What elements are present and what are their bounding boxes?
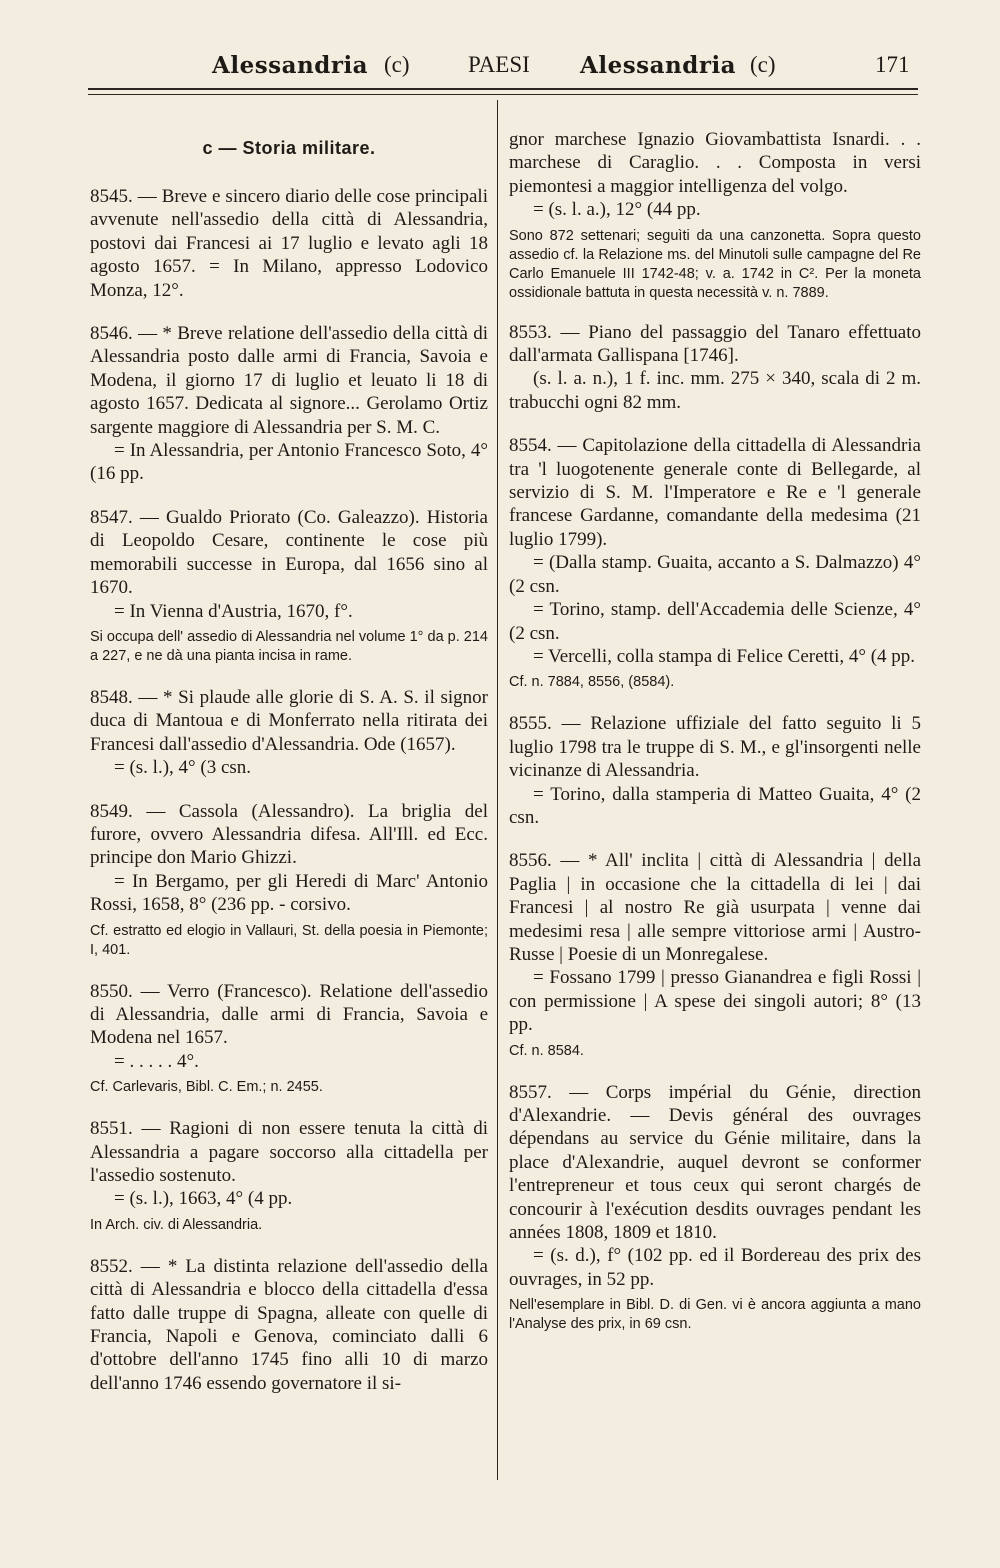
- running-header: [90, 52, 920, 92]
- column-divider: [497, 100, 498, 1480]
- entry-imprint: = (Dalla stamp. Guaita, accanto a S. Dalmazzo) 4° (2 csn.: [509, 552, 921, 597]
- entry-note: Sono 872 settenari; seguìti da una canzonetta. Sopra questo assedio cf. la Relazione ms. del Minutoli sulle campagne del Re Carlo Emanuele III 1742-48; v. a. 1742 in C². Per la moneta ossidionale battuta in questa necessità v. n. 7889.: [509, 227, 921, 301]
- bib-entry: [509, 321, 921, 415]
- right-entries: [509, 321, 921, 1335]
- entry-text: 8553. — Piano del passaggio del Tanaro effettuato dall'armata Gallispana [1746].: [509, 321, 921, 367]
- bib-entry: [90, 686, 488, 780]
- entry-text: 8546. — * Breve relatione dell'assedio della città di Alessandria posto dalle armi di Francia, Savoia e Modena, il giorno 17 di luglio et leuato li 18 di agosto 1657. Dedicata al signore... Gerolamo Ortiz sargente maggiore di Alessandria per S. M. C.: [90, 323, 488, 438]
- left-entries: [90, 185, 488, 1395]
- entry-imprint: = Fossano 1799 | presso Gianandrea e figli Rossi | con permissione | A spese dei singoli autori; 8° (13 pp.: [509, 967, 921, 1036]
- bib-entry: [90, 980, 488, 1098]
- entry-imprint: = In Vienna d'Austria, 1670, f°.: [114, 600, 353, 622]
- header-rule-thin: [88, 94, 918, 95]
- entry-note-text: Nell'esemplare in Bibl. D. di Gen. vi è ancora aggiunta a mano l'Analyse des prix, in 69 csn.: [509, 1297, 921, 1333]
- header-center: PAESI: [468, 52, 530, 77]
- left-column: [90, 128, 488, 1415]
- bib-entry: [509, 849, 921, 1060]
- bib-entry: [90, 185, 488, 302]
- entry-text: 8552. — * La distinta relazione dell'assedio della città di Alessandria e blocco della cittadella d'essa fatto dalle truppe di Spagna, alleate con quelle di Francia, Napoli e Genova, cominciato dalli 6 d'ottobre dell'anno 1745 fino alli 10 di marzo dell'anno 1746 essendo governatore il si-: [90, 1255, 488, 1394]
- header-left-section: (c): [384, 52, 410, 77]
- page-number: 171: [875, 52, 910, 77]
- entry-text: 8555. — Relazione uffiziale del fatto seguito li 5 luglio 1798 tra le truppe di S. M., e gl'insorgenti nelle vicinanze di Alessandria.: [509, 713, 921, 782]
- bib-entry: [90, 1255, 488, 1395]
- entry-note-text: Cf. Carlevaris, Bibl. C. Em.; n. 2455.: [90, 1079, 323, 1096]
- entry-text: 8556. — * All' inclita | città di Alessandria | della Paglia | in occasione che la cittadella di lei | dai Francesi | al nostro Re già usurpata | venne dai medesimi resa | alle sempre vittoriose armi | Austro-Russe | Poesie di un Monregalese.: [509, 850, 921, 965]
- entry-imprint: = (s. d.), f° (102 pp. ed il Bordereau des prix des ouvrages, in 52 pp.: [509, 1245, 921, 1290]
- entry-text: 8548. — * Si plaude alle glorie di S. A. S. il signor duca di Mantoua e di Monferrato nella ritirata dei Francesi dall'assedio d'Alessandria. Ode (1657).: [90, 686, 488, 755]
- entry-imprint: = (s. l.), 4° (3 csn.: [114, 757, 252, 779]
- entry-text: 8550. — Verro (Francesco). Relatione dell'assedio di Alessandria, dalle armi di Francia, Savoia e Modena nel 1657.: [90, 980, 488, 1049]
- bib-entry: [90, 506, 488, 666]
- entry-text: 8545. — Breve e sincero diario delle cose principali avvenute nell'assedio della città di Alessandria, postovi dai Francesi ai 17 luglio e levato agli 18 agosto 1657. = In Milano, appresso Lodovico Monza, 12°.: [90, 186, 488, 301]
- entry-text: 8557. — Corps impérial du Génie, direction d'Alexandrie. — Devis général des ouvrages dépendans au service du Génie militaire, dans la place d'Alexandrie, auquel devront se conformer l'entrepreneur et tous ceux qui seront chargés de concourir à l'exécution desdits ouvrages pendant les années 1808, 1809 et 1810.: [509, 1081, 921, 1244]
- entry-note: [90, 1216, 488, 1235]
- entry-note: [509, 1042, 921, 1061]
- bib-entry: [509, 1081, 921, 1335]
- entry-imprint: = . . . . . 4°.: [114, 1050, 199, 1072]
- header-left-place: Alessandria: [212, 52, 369, 79]
- entry-text: 8554. — Capitolazione della cittadella di Alessandria tra 'l luogotenente generale conte di Bellegarde, al servizio di S. M. l'Imperatore e Re e 'l generale francese Gardanne, comandante della medesima (21 luglio 1799).: [509, 435, 921, 550]
- entry-imprint: = (s. l. a.), 12° (44 pp.: [533, 199, 701, 221]
- entry-note-text: Cf. n. 8584.: [509, 1042, 584, 1059]
- bib-entry: [90, 322, 488, 486]
- entry-text: 8551. — Ragioni di non essere tenuta la città di Alessandria a pagare soccorso alla cittadella per l'assedio sostenuto.: [90, 1118, 488, 1186]
- entry-imprint: = In Bergamo, per gli Heredi di Marc' Antonio Rossi, 1658, 8° (236 pp. - corsivo.: [90, 870, 488, 916]
- entry-note: [509, 673, 921, 692]
- entry-imprint: = (s. l.), 1663, 4° (4 pp.: [114, 1188, 293, 1210]
- bib-entry: [90, 800, 488, 960]
- entry-imprint: (s. l. a. n.), 1 f. inc. mm. 275 × 340, scala di 2 m. trabucchi ogni 82 mm.: [509, 368, 921, 413]
- entry-note-text: Cf. estratto ed elogio in Vallauri, St. della poesia in Piemonte; I, 401.: [90, 922, 488, 958]
- entry-note: [90, 922, 488, 960]
- bib-entry: [90, 1117, 488, 1235]
- section-title: c — Storia militare.: [202, 138, 376, 158]
- entry-imprint: = Torino, stamp. dell'Accademia delle Scienze, 4° (2 csn.: [509, 599, 921, 644]
- entry-note: [509, 1296, 921, 1334]
- entry-imprint: = In Alessandria, per Antonio Francesco Soto, 4° (16 pp.: [90, 440, 488, 485]
- header-rule-thick: [88, 88, 918, 90]
- right-column: [509, 128, 921, 1354]
- header-right-place: Alessandria: [580, 52, 737, 79]
- entry-imprint: = Vercelli, colla stampa di Felice Ceretti, 4° (4 pp.: [533, 645, 916, 667]
- bib-entry: [509, 434, 921, 692]
- entry-note-text: In Arch. civ. di Alessandria.: [90, 1216, 263, 1233]
- entry-text: 8549. — Cassola (Alessandro). La briglia del furore, ovvero Alessandria difesa. All'Ill. ed Ecc. principe don Mario Ghizzi.: [90, 800, 488, 869]
- entry-note: [90, 628, 488, 666]
- entry-note: [90, 1078, 488, 1097]
- bib-entry: [509, 712, 921, 829]
- entry-note-text: Si occupa dell' assedio di Alessandria nel volume 1° da p. 214 a 227, e ne dà una pianta incisa in rame.: [90, 628, 488, 664]
- header-right-section: (c): [750, 52, 776, 77]
- entry-text: 8547. — Gualdo Priorato (Co. Galeazzo). Historia di Leopoldo Cesare, continente le cose più memorabili successe in Europa, dal 1656 sino al 1670.: [90, 506, 488, 599]
- entry-imprint: = Torino, dalla stamperia di Matteo Guaita, 4° (2 csn.: [509, 783, 921, 828]
- entry-note-text: Cf. n. 7884, 8556, (8584).: [509, 674, 675, 691]
- entry-text: gnor marchese Ignazio Giovambattista Isnardi. . . marchese di Caraglio. . . Composta in versi piemontesi a maggior intelligenza del volgo.: [509, 129, 921, 197]
- continued-entry: [509, 128, 921, 303]
